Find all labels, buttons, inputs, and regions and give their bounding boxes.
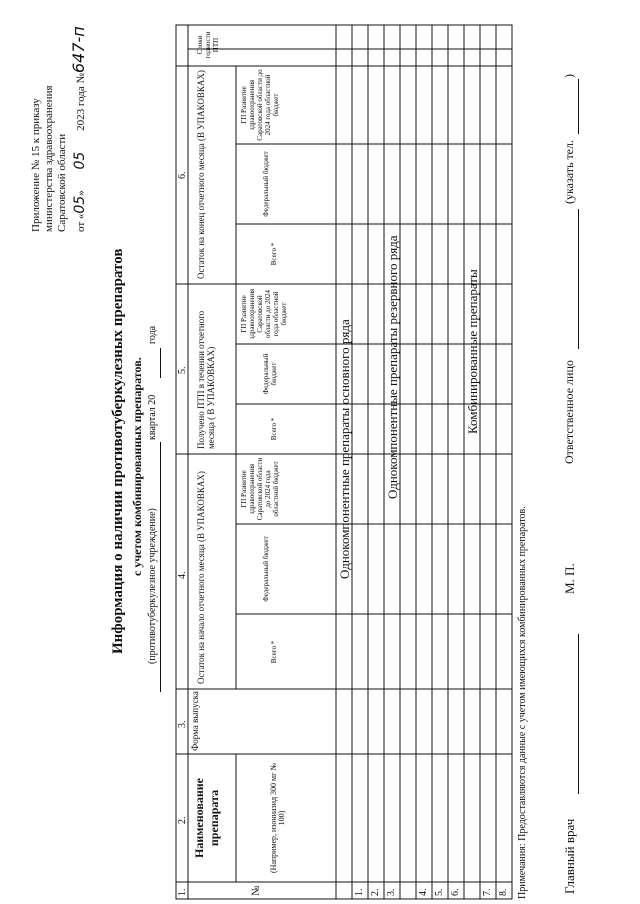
- date-month: 05: [72, 151, 88, 170]
- sub-total-end: Всего *: [270, 242, 278, 266]
- phone-close: ): [562, 74, 576, 78]
- sub-federal-received: Федеральный бюджет: [262, 353, 278, 395]
- order-appendix-line: Приложение № 15 к приказу: [30, 98, 42, 232]
- col-number-4: 4.: [177, 571, 188, 579]
- col-number-5: 5.: [177, 366, 188, 374]
- institution-caption: (противотуберкулезное учреждение): [147, 508, 158, 664]
- period-label: квартал 20: [147, 394, 158, 440]
- ministry-line: министерства здравоохранения: [43, 85, 55, 232]
- phone-line: [578, 79, 579, 134]
- year-suffix: года: [147, 325, 158, 344]
- col-number-3: 3.: [177, 720, 188, 728]
- order-number: 647-п: [69, 26, 88, 74]
- sub-federal-end: Федеральный бюджет: [262, 151, 270, 217]
- region-line: Саратовской области: [56, 133, 68, 232]
- header-group-received: Получено ПТП в течении отчетного месяца ( В УПАКОВКАХ): [196, 310, 216, 449]
- date-day: 05: [72, 195, 88, 214]
- header-expiry: Сроки годности ПТП: [196, 31, 220, 59]
- sub-program-received: ГП Развитие здравоохранения Саратовской области до 2024 года областной бюджет: [240, 288, 288, 340]
- page-title: Информация о наличии противотуберкулезных препаратов: [110, 248, 126, 654]
- section-reserve-row-drugs: Однокомпонентные препараты резервного ряда: [385, 235, 400, 499]
- footer-note: Примечания: Предоставляются данные с учетом имеющихся комбинированных препаратов.: [517, 506, 528, 899]
- stamp-label: М. П.: [562, 563, 577, 594]
- col-number-6: 6.: [177, 171, 188, 179]
- row-number-7: 7.: [482, 888, 493, 896]
- chief-doctor-label: Главный врач: [562, 818, 577, 894]
- row-number-1: 1.: [354, 888, 365, 896]
- responsible-line: [578, 209, 579, 349]
- responsible-person-label: Ответственное лицо: [562, 360, 576, 464]
- col-number-1: 1.: [177, 888, 188, 896]
- phone-label: (указать тел.: [562, 139, 576, 204]
- row-number-4: 4.: [418, 888, 429, 896]
- date-year: 2023 года: [75, 86, 87, 131]
- date-prefix: от «: [75, 213, 87, 232]
- row-number-2: 2.: [370, 888, 381, 896]
- header-example: (Например, изониазид 300 мг № 100): [269, 762, 286, 874]
- header-group-end-balance: Остаток на конец отчетного месяца (В УПАКОВКАХ): [196, 70, 206, 279]
- row-number-8: 8.: [498, 888, 509, 896]
- section-main-row-drugs: Однокомпонентные препараты основного ряда: [337, 319, 352, 579]
- number-prefix: №: [75, 73, 87, 84]
- sub-total-start: Всего *: [270, 640, 278, 664]
- sub-program-start: ГП Развитие здравоохранения Саратовской области до 2024 года областной бюджет: [240, 457, 280, 521]
- page-subtitle: с учетом комбинированных препаратов.: [130, 357, 144, 576]
- header-group-start-balance: Остаток на начало отчетного месяца (В УПАКОВКАХ): [196, 471, 206, 684]
- sub-federal-start: Федеральный бюджет: [262, 536, 270, 602]
- header-form: Форма выпуска: [190, 691, 200, 751]
- header-drug-name: Наименование препарата: [192, 778, 221, 858]
- header-number: №: [250, 885, 262, 896]
- date-mid: »: [75, 190, 87, 196]
- chief-signature-line: [578, 634, 579, 794]
- row-number-6: 6.: [450, 888, 461, 896]
- section-combined-drugs: Комбинированные препараты: [465, 269, 480, 434]
- sub-program-end: ГП Развитие здравоохранения Саратовской области до 2024 года областной бюджет: [240, 69, 280, 141]
- row-number-5: 5.: [434, 888, 445, 896]
- sub-total-received: Всего *: [270, 417, 278, 441]
- col-number-2: 2.: [177, 816, 188, 824]
- row-number-3: 3.: [386, 888, 397, 896]
